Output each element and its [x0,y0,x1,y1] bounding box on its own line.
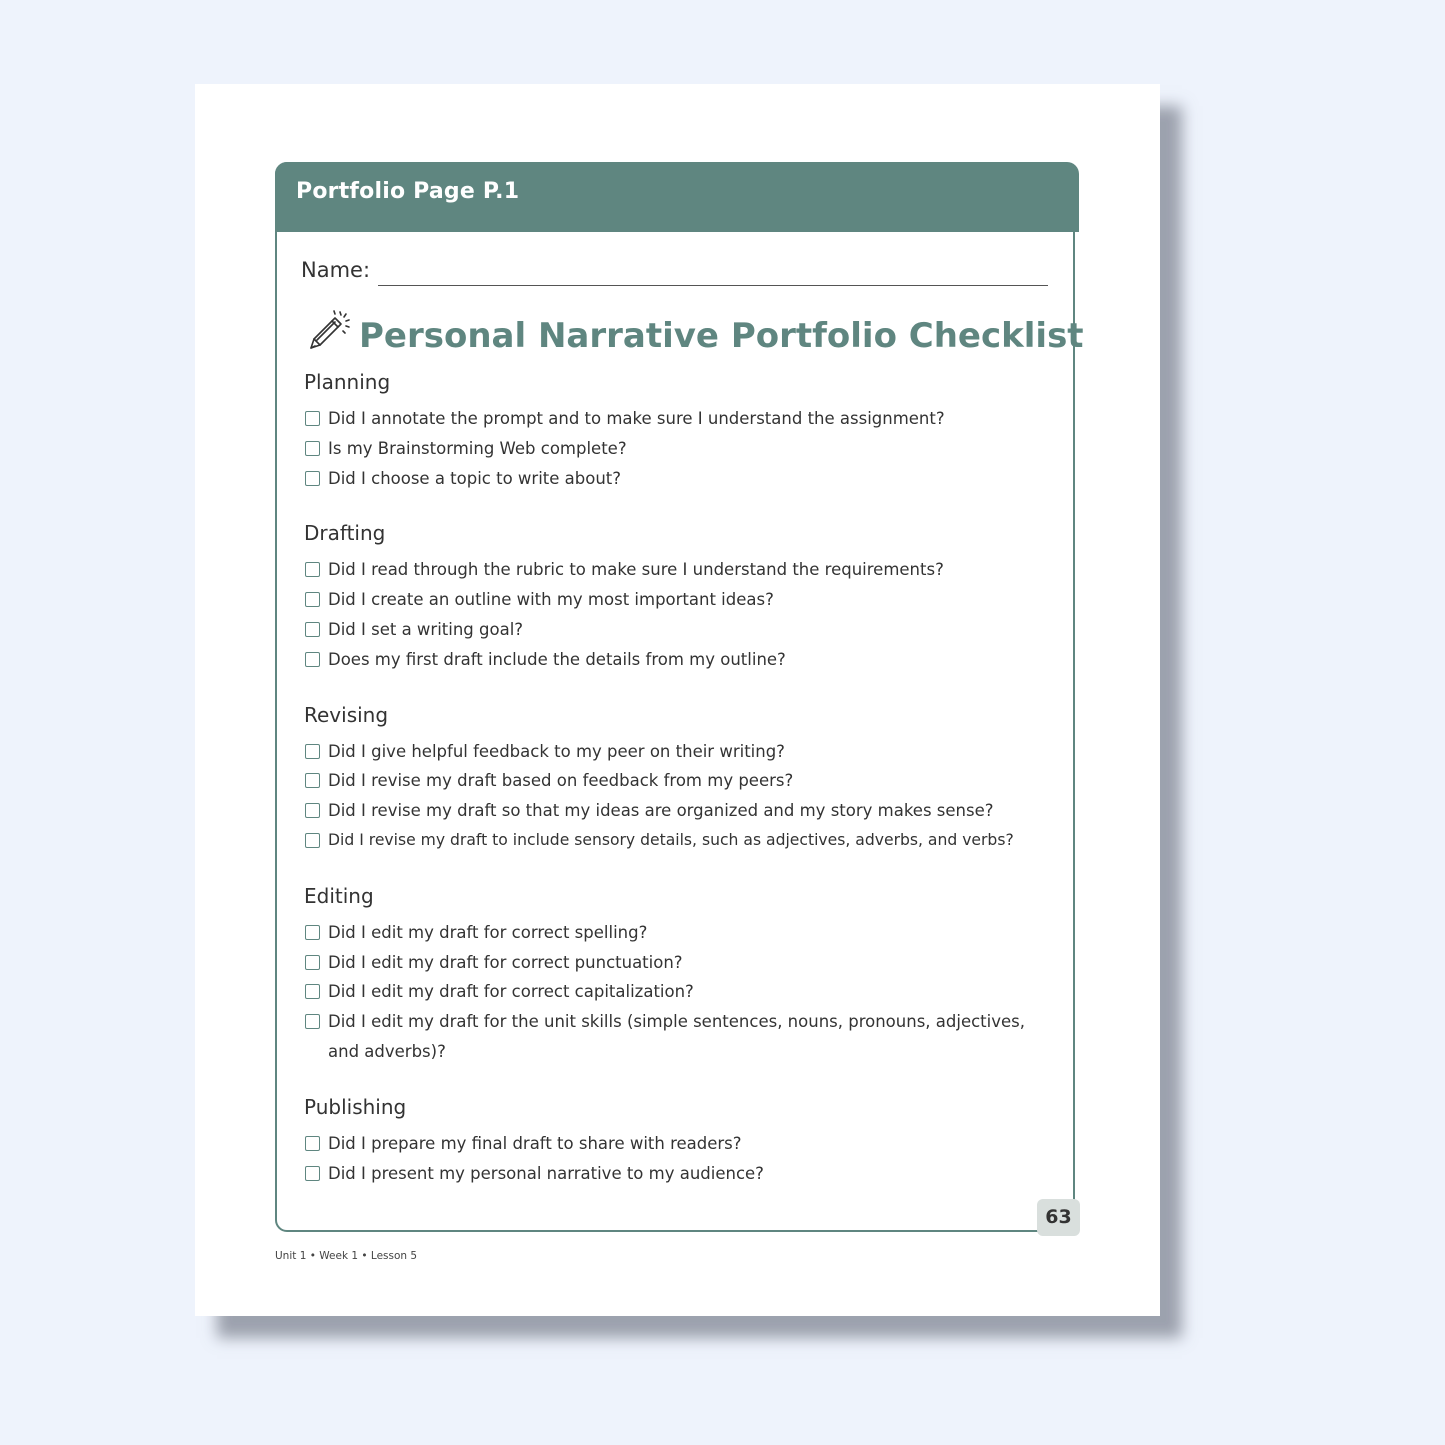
checklist-title-row [305,304,1084,358]
checklist-item: Did I create an outline with my most important ideas? [304,585,1069,615]
checkbox[interactable] [305,1014,320,1029]
checkbox[interactable] [305,411,320,426]
checklist-item: Did I set a writing goal? [304,615,1069,645]
section-editing [304,874,1069,1067]
checklist-item: Did I revise my draft to include sensory details, such as adjectives, adverbs, and verbs? [304,826,1069,856]
checkbox[interactable] [305,1136,320,1151]
name-row [301,258,1051,288]
checkbox[interactable] [305,1166,320,1181]
section-heading: Editing [304,883,374,908]
checkbox[interactable] [305,622,320,637]
section-revising [304,693,1069,856]
checkbox[interactable] [305,471,320,486]
portfolio-card [275,162,1084,1232]
checkbox[interactable] [305,803,320,818]
checklist-sections [304,360,1069,1188]
checkbox[interactable] [305,441,320,456]
name-label: Name: [301,258,371,282]
checklist-item: Did I choose a topic to write about? [304,464,1069,494]
checklist-item: Did I edit my draft for the unit skills (simple sentences, nouns, pronouns, adjectives, and adverbs)? [304,1007,1038,1067]
section-heading: Drafting [304,521,386,546]
checklist-item: Did I edit my draft for correct spelling? [304,918,1069,948]
section-heading: Revising [304,702,389,727]
checklist-item: Did I present my personal narrative to my audience? [304,1159,1069,1189]
checkbox[interactable] [305,984,320,999]
checklist-item: Did I give helpful feedback to my peer on their writing? [304,737,1069,767]
section-heading: Planning [304,370,391,394]
checkbox[interactable] [305,744,320,759]
checkbox[interactable] [305,562,320,577]
section-drafting [304,511,1069,674]
lesson-footer: Unit 1 • Week 1 • Lesson 5 [275,1250,418,1262]
card-header [275,162,1079,232]
page-number-badge: 63 [1037,1199,1080,1236]
checklist-item: Does my first draft include the details from my outline? [304,645,1069,675]
checkbox[interactable] [305,833,320,848]
checklist-item: Did I revise my draft so that my ideas are organized and my story makes sense? [304,796,1069,826]
checklist-title: Personal Narrative Portfolio Checklist [359,316,1084,356]
checklist-item: Is my Brainstorming Web complete? [304,434,1069,464]
name-write-line[interactable] [378,285,1048,286]
portfolio-page-title: Portfolio Page P.1 [296,179,520,204]
checkbox[interactable] [305,773,320,788]
checklist-item: Did I revise my draft based on feedback from my peers? [304,766,1069,796]
worksheet-page [195,84,1160,1316]
checkbox[interactable] [305,652,320,667]
checkbox[interactable] [305,955,320,970]
checklist-item: Did I edit my draft for correct punctuation? [304,948,1069,978]
checkbox[interactable] [305,925,320,940]
checklist-item: Did I read through the rubric to make sure I understand the requirements? [304,555,1069,585]
section-planning [304,360,1069,493]
section-publishing [304,1085,1069,1189]
checklist-item: Did I annotate the prompt and to make sure I understand the assignment? [304,404,1069,434]
checklist-item: Did I edit my draft for correct capitalization? [304,977,1069,1007]
section-heading: Publishing [304,1094,407,1119]
checklist-item: Did I prepare my final draft to share with readers? [304,1129,1069,1159]
pencil-icon [305,306,353,354]
checkbox[interactable] [305,592,320,607]
